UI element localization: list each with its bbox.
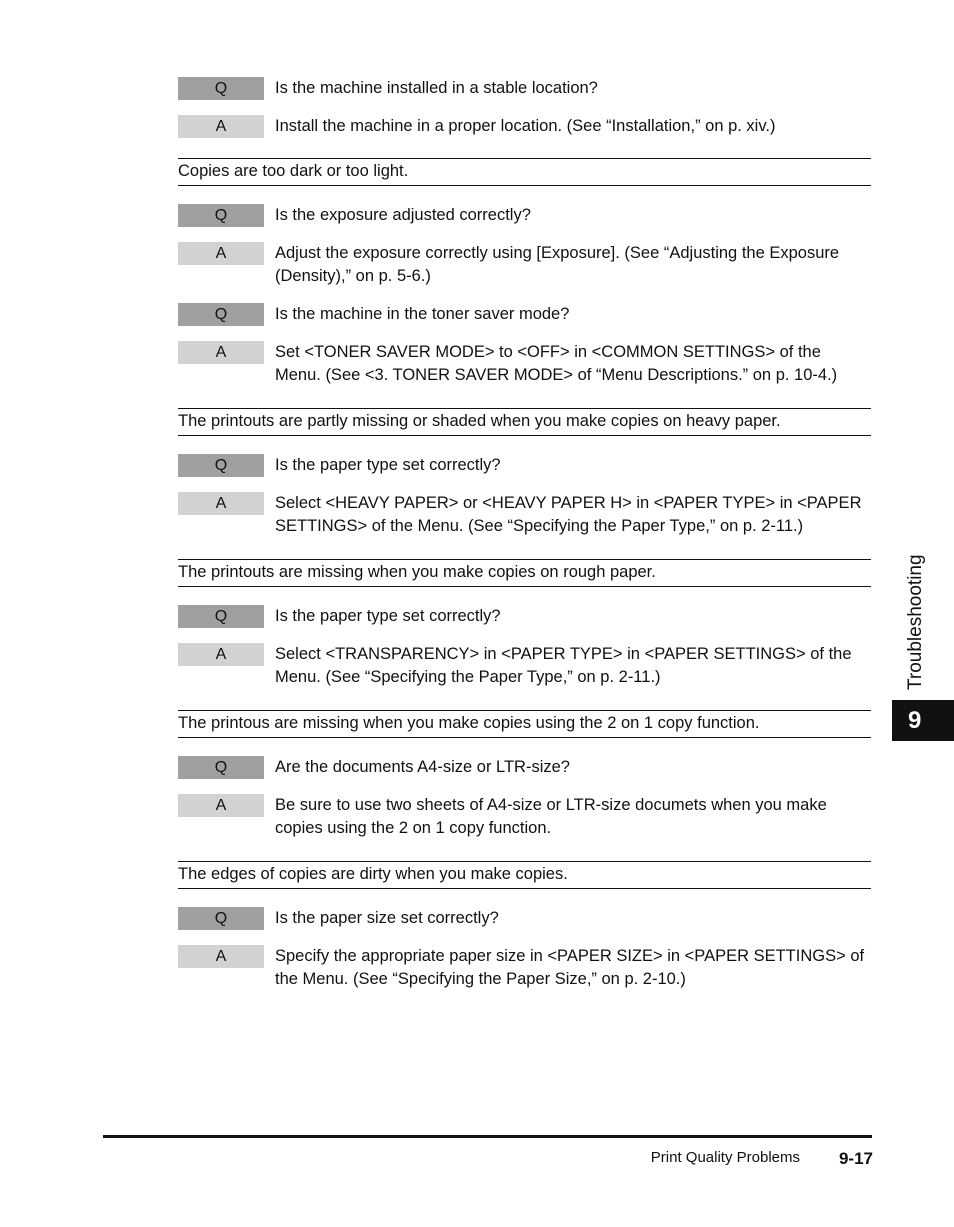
answer-label: A xyxy=(178,341,264,364)
qa-question xyxy=(178,454,871,477)
qa-answer xyxy=(178,643,871,689)
question-label: Q xyxy=(178,907,264,930)
qa-answer xyxy=(178,242,871,288)
qa-question xyxy=(178,77,871,100)
answer-text: Install the machine in a proper location. (See “Installation,” on p. xiv.) xyxy=(275,117,776,135)
question-label: Q xyxy=(178,204,264,227)
answer-label: A xyxy=(178,115,264,138)
answer-label: A xyxy=(178,643,264,666)
question-text: Are the documents A4-size or LTR-size? xyxy=(275,758,570,776)
answer-text: Specify the appropriate paper size in <PAPER SIZE> in <PAPER SETTINGS> of the Menu. (See “Specifying the Paper Size,” on p. 2-10.) xyxy=(275,947,865,988)
qa-question xyxy=(178,204,871,227)
page-number: 9-17 xyxy=(838,1149,873,1168)
problem-heading: The printouts are missing when you make copies on rough paper. xyxy=(178,559,871,587)
question-text: Is the paper size set correctly? xyxy=(275,909,499,927)
qa-question xyxy=(178,907,871,930)
answer-label: A xyxy=(178,242,264,265)
qa-answer xyxy=(178,794,871,840)
footer-divider xyxy=(103,1135,872,1138)
answer-text: Select <HEAVY PAPER> or <HEAVY PAPER H> in <PAPER TYPE> in <PAPER SETTINGS> of the Menu. (See “Specifying the Paper Type,” on p. 2-11.) xyxy=(275,494,862,535)
answer-label: A xyxy=(178,492,264,515)
qa-question xyxy=(178,756,871,779)
problem-heading: The printouts are partly missing or shaded when you make copies on heavy paper. xyxy=(178,408,871,436)
question-text: Is the paper type set correctly? xyxy=(275,607,501,625)
chapter-tab-label: Troubleshooting xyxy=(905,554,926,690)
question-label: Q xyxy=(178,605,264,628)
qa-question xyxy=(178,303,871,326)
qa-question xyxy=(178,605,871,628)
question-label: Q xyxy=(178,303,264,326)
question-label: Q xyxy=(178,756,264,779)
answer-text: Select <TRANSPARENCY> in <PAPER TYPE> in <PAPER SETTINGS> of the Menu. (See “Specifying the Paper Type,” on p. 2-11.) xyxy=(275,645,852,686)
answer-text: Set <TONER SAVER MODE> to <OFF> in <COMMON SETTINGS> of the Menu. (See <3. TONER SAVER MODE> of “Menu Descriptions.” on p. 10-4.) xyxy=(275,343,838,384)
qa-answer xyxy=(178,115,871,138)
answer-text: Adjust the exposure correctly using [Exposure]. (See “Adjusting the Exposure (Density),” on p. 5-6.) xyxy=(275,244,840,285)
question-text: Is the exposure adjusted correctly? xyxy=(275,206,531,224)
problem-heading: The printous are missing when you make copies using the 2 on 1 copy function. xyxy=(178,710,871,738)
problem-heading: The edges of copies are dirty when you make copies. xyxy=(178,861,871,889)
answer-label: A xyxy=(178,794,264,817)
question-text: Is the paper type set correctly? xyxy=(275,456,501,474)
chapter-tab-number: 9 xyxy=(892,700,954,741)
problem-heading: Copies are too dark or too light. xyxy=(178,158,871,186)
footer-section-title: Print Quality Problems xyxy=(650,1149,800,1166)
qa-answer xyxy=(178,492,871,538)
question-label: Q xyxy=(178,77,264,100)
answer-text: Be sure to use two sheets of A4-size or LTR-size documets when you make copies using the 2 on 1 copy function. xyxy=(275,796,827,837)
manual-content xyxy=(178,0,871,991)
answer-label: A xyxy=(178,945,264,968)
qa-answer xyxy=(178,945,871,991)
question-text: Is the machine in the toner saver mode? xyxy=(275,305,570,323)
question-label: Q xyxy=(178,454,264,477)
qa-answer xyxy=(178,341,871,387)
question-text: Is the machine installed in a stable location? xyxy=(275,79,598,97)
